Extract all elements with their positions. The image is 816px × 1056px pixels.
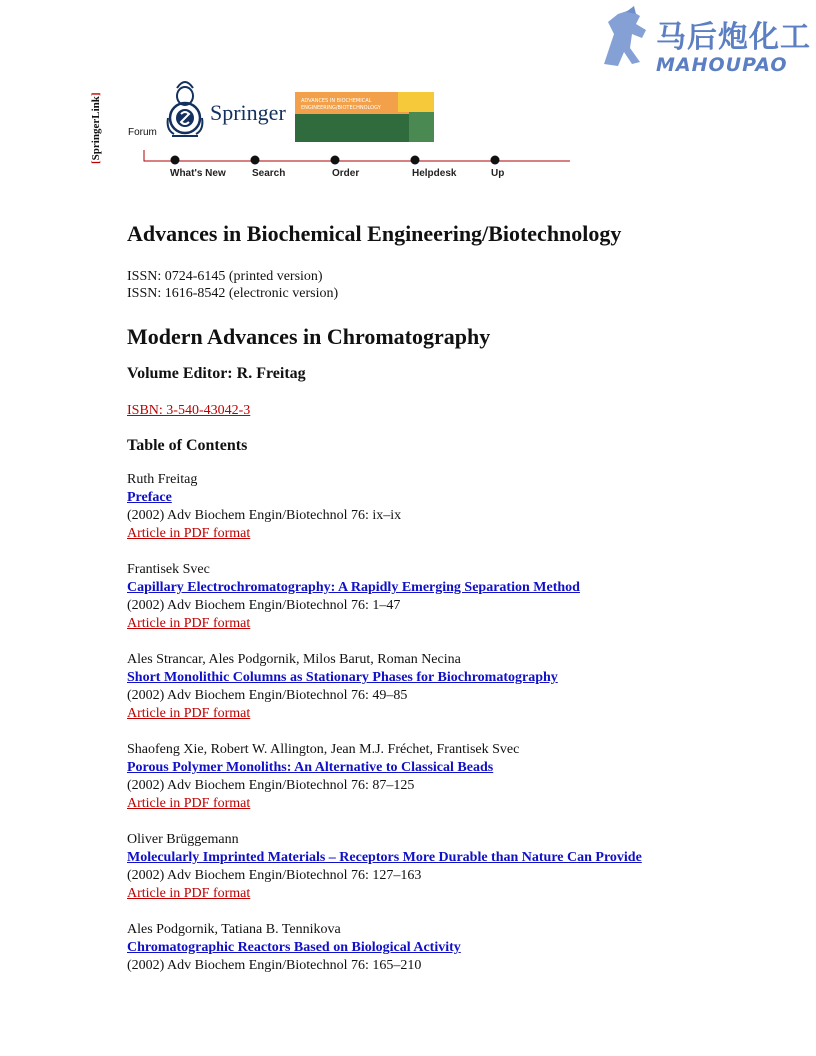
- cover-title-line1: ADVANCES IN BIOCHEMICAL: [301, 98, 372, 104]
- entry-title-link[interactable]: Porous Polymer Monoliths: An Alternative to Classical Beads: [127, 760, 494, 775]
- springer-crest-icon: [164, 74, 206, 142]
- series-title: Advances in Biochemical Engineering/Biotechnology: [127, 221, 622, 246]
- entry-title-link[interactable]: Molecularly Imprinted Materials – Receptors More Durable than Nature Can Provide: [127, 850, 642, 865]
- isbn-link[interactable]: ISBN: 3-540-43042-3: [127, 403, 251, 418]
- nav-dot-up: [491, 156, 500, 165]
- toc-entry: [127, 921, 787, 975]
- nav-dot-order: [331, 156, 340, 165]
- entry-authors: Ales Strancar, Ales Podgornik, Milos Barut, Roman Necina: [127, 652, 461, 667]
- watermark-latin: MAHOUPAO: [656, 54, 788, 76]
- toc-entry: [127, 741, 787, 813]
- entry-pdf-link[interactable]: Article in PDF format: [127, 526, 251, 541]
- entry-citation: (2002) Adv Biochem Engin/Biotechnol 76: 165–210: [127, 958, 422, 973]
- entry-title-link[interactable]: Chromatographic Reactors Based on Biological Activity: [127, 940, 461, 955]
- nav-whats-new[interactable]: What's New: [170, 168, 226, 179]
- watermark-chinese: 马后炮化工: [656, 20, 811, 55]
- entry-title-link[interactable]: Preface: [127, 490, 172, 505]
- forum-label[interactable]: Forum: [128, 127, 157, 138]
- entry-authors: Shaofeng Xie, Robert W. Allington, Jean M.J. Fréchet, Frantisek Svec: [127, 742, 520, 757]
- main-content: [127, 219, 787, 993]
- springerlink-vertical-label[interactable]: [88, 76, 106, 166]
- entry-citation: (2002) Adv Biochem Engin/Biotechnol 76: 87–125: [127, 778, 415, 793]
- entry-citation: (2002) Adv Biochem Engin/Biotechnol 76: 49–85: [127, 688, 408, 703]
- journal-cover-thumbnail: [295, 92, 434, 142]
- cover-green-block: [295, 114, 409, 142]
- nav-dot-helpdesk: [411, 156, 420, 165]
- springerlink-name: SpringerLink: [90, 96, 102, 161]
- toc-entry: [127, 831, 787, 903]
- watermark-logo: [596, 4, 816, 82]
- entry-pdf-link[interactable]: Article in PDF format: [127, 796, 251, 811]
- entry-authors: Oliver Brüggemann: [127, 832, 239, 847]
- nav-helpdesk[interactable]: Helpdesk: [412, 168, 457, 179]
- cover-title: [301, 98, 381, 112]
- entry-pdf-link[interactable]: Article in PDF format: [127, 616, 251, 631]
- entry-title-link[interactable]: Capillary Electrochromatography: A Rapidly Emerging Separation Method: [127, 580, 580, 595]
- nav-order[interactable]: Order: [332, 168, 360, 179]
- volume-editor: Volume Editor: R. Freitag: [127, 365, 306, 382]
- cover-title-line2: ENGINEERING/BIOTECHNOLOGY: [301, 105, 381, 111]
- toc-list: [127, 471, 787, 975]
- issn-print: ISSN: 0724-6145 (printed version): [127, 269, 323, 284]
- entry-title-link[interactable]: Short Monolithic Columns as Stationary Phases for Biochromatography: [127, 670, 558, 685]
- nav-dot-whats-new: [171, 156, 180, 165]
- entry-authors: Ales Podgornik, Tatiana B. Tennikova: [127, 922, 341, 937]
- cover-green-corner: [409, 112, 434, 142]
- toc-entry: [127, 651, 787, 723]
- nav-dot-search: [251, 156, 260, 165]
- bracket-open: [: [90, 160, 102, 164]
- nav-timeline: [143, 150, 573, 166]
- entry-pdf-link[interactable]: Article in PDF format: [127, 886, 251, 901]
- entry-pdf-link[interactable]: Article in PDF format: [127, 706, 251, 721]
- springer-logo-text: Springer: [210, 100, 286, 125]
- entry-authors: Ruth Freitag: [127, 472, 198, 487]
- nav-up[interactable]: Up: [491, 168, 505, 179]
- issn-block: [127, 268, 787, 302]
- horse-logo-icon: [596, 4, 658, 80]
- bracket-close: ]: [90, 92, 102, 97]
- toc-entry: [127, 561, 787, 633]
- entry-citation: (2002) Adv Biochem Engin/Biotechnol 76: 1–47: [127, 598, 401, 613]
- book-title: Modern Advances in Chromatography: [127, 324, 491, 349]
- issn-electronic: ISSN: 1616-8542 (electronic version): [127, 286, 339, 301]
- entry-citation: (2002) Adv Biochem Engin/Biotechnol 76: ix–ix: [127, 508, 402, 523]
- entry-citation: (2002) Adv Biochem Engin/Biotechnol 76: 127–163: [127, 868, 422, 883]
- cover-accent: [398, 92, 434, 112]
- entry-authors: Frantisek Svec: [127, 562, 210, 577]
- toc-entry: [127, 471, 787, 543]
- nav-search[interactable]: Search: [252, 168, 286, 179]
- toc-heading: Table of Contents: [127, 437, 248, 454]
